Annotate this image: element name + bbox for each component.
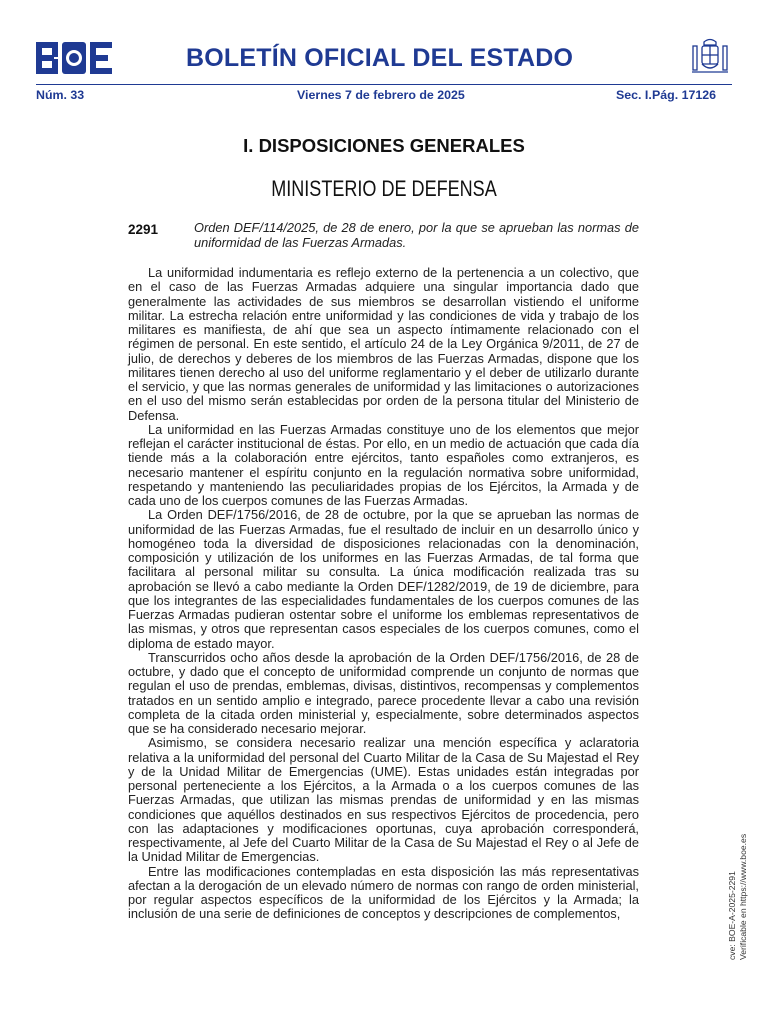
section-label: Sec. I. xyxy=(616,88,652,102)
document-title: Orden DEF/114/2025, de 28 de enero, por la que se aprueban las normas de uniformidad de las Fuerzas Armadas. xyxy=(194,220,639,251)
masthead-title: BOLETÍN OFICIAL DEL ESTADO xyxy=(186,44,574,72)
body-paragraph: La Orden DEF/1756/2016, de 28 de octubre, por la que se aprueban las normas de uniformidad de las Fuerzas Armadas, fue el resultado de incluir en un desarrollo único y homogéneo toda la diversidad de disposiciones relacionadas con la denominación, composición y utilización de los uniformes en las Fuerzas Armadas, de tal forma que facilitara al personal militar su consulta. La única modificación realizada tras su aprobación se llevó a cabo mediante la Orden DEF/1282/2019, de 19 de diciembre, para que los integrantes de las especialidades fundamentales de los cuerpos comunes de las Fuerzas Armadas pudieran ostentar sobre el uniforme los emblemas representativos de las mismas, y otros que representan casos especiales de los cuerpos comunes, como el diploma de estado mayor. xyxy=(128,507,639,651)
issue-number: Núm. 33 xyxy=(36,88,85,102)
spain-coat-of-arms-icon xyxy=(690,36,730,80)
document-body xyxy=(128,266,639,922)
body-paragraph: Asimismo, se considera necesario realizar una mención específica y aclaratoria relativa a la uniformidad del personal del Cuarto Militar de la Casa de Su Majestad el Rey y de la Unidad Militar de Emergencias (UME). Estas unidades están integradas por personal perteneciente a los Ejércitos, a la Armada o a los cuerpos comunes de las Fuerzas Armadas, que utilizan las mismas prendas de uniformidad y en las mismas condiciones que aquéllos destinados en sus respectivos Ejércitos de procedencia, pero con las adaptaciones y modificaciones oportunas, cuya aprobación corresponderá, respectivamente, al Jefe del Cuarto Militar de la Casa de Su Majestad el Rey o al Jefe de la Unidad Militar de Emergencias. xyxy=(128,735,639,865)
body-paragraph: Entre las modificaciones contempladas en esta disposición las más representativas afectan a la derogación de un elevado número de normas con rango de orden ministerial, por regular aspectos específicos de la uniformidad de los Ejércitos y la Armada; la inclusión de una serie de definiciones de conceptos y descripciones de complementos, xyxy=(128,863,639,922)
verification-link[interactable]: Verificable en https://www.boe.es xyxy=(738,833,748,960)
document-number: 2291 xyxy=(128,222,159,237)
boe-logo-icon xyxy=(36,42,114,74)
cve-code: cve: BOE-A-2025-2291 xyxy=(727,871,737,960)
body-paragraph: La uniformidad en las Fuerzas Armadas constituye uno de los elementos que mejor reflejan el carácter institucional de éstas. Por ello, en un medio de actuación que cada día tiende más a la colaboración entre ejércitos, tanto españoles como extranjeros, es necesario mantener el espíritu conjunto en la regulación normativa sobre uniformidad, respetando y manteniendo las peculiaridades propias de los Ejércitos, la Armada y de cada uno de los cuerpos comunes de las Fuerzas Armadas. xyxy=(128,421,639,508)
body-paragraph: Transcurridos ocho años desde la aprobación de la Orden DEF/1756/2016, de 28 de octubre, y dado que el concepto de uniformidad comprende un conjunto de normas que regulan el uso de prendas, emblemas, divisas, distintivos, recompensas y complementos tratados en un sentido amplio e integrado, parece procedente llevar a cabo una revisión completa de la citada orden ministerial y, especialmente, sobre determinados aspectos que se ha considerado necesario mejorar. xyxy=(128,649,639,736)
body-paragraph: La uniformidad indumentaria es reflejo externo de la pertenencia a un colectivo, que en el caso de las Fuerzas Armadas adquiere una singular importancia dado que generalmente las actividades de sus miembros se desarrollan vistiendo el uniforme militar. La estrecha relación entre uniformidad y las condiciones de vida y trabajo de los militares es manifiesta, de ahí que sea un aspecto íntimamente relacionado con el régimen de personal. En este sentido, el artículo 24 de la Ley Orgánica 9/2011, de 27 de julio, de derechos y deberes de los miembros de las Fuerzas Armadas, dispone que los militares tienen derecho al uso del uniforme reglamentario y el deber de utilizarlo durante el servicio, y que las normas generales de uniformidad y las limitaciones o autorizaciones en el uso del mismo serán establecidas por orden de la persona titular del Ministerio de Defensa. xyxy=(128,265,639,423)
section-title: I. DISPOSICIONES GENERALES xyxy=(243,135,525,156)
ministry-name: MINISTERIO DE DEFENSA xyxy=(271,176,497,201)
header-rule xyxy=(36,84,732,85)
verification-note xyxy=(727,700,749,960)
page-number: Pág. 17126 xyxy=(652,88,717,102)
issue-date: Viernes 7 de febrero de 2025 xyxy=(297,88,465,102)
